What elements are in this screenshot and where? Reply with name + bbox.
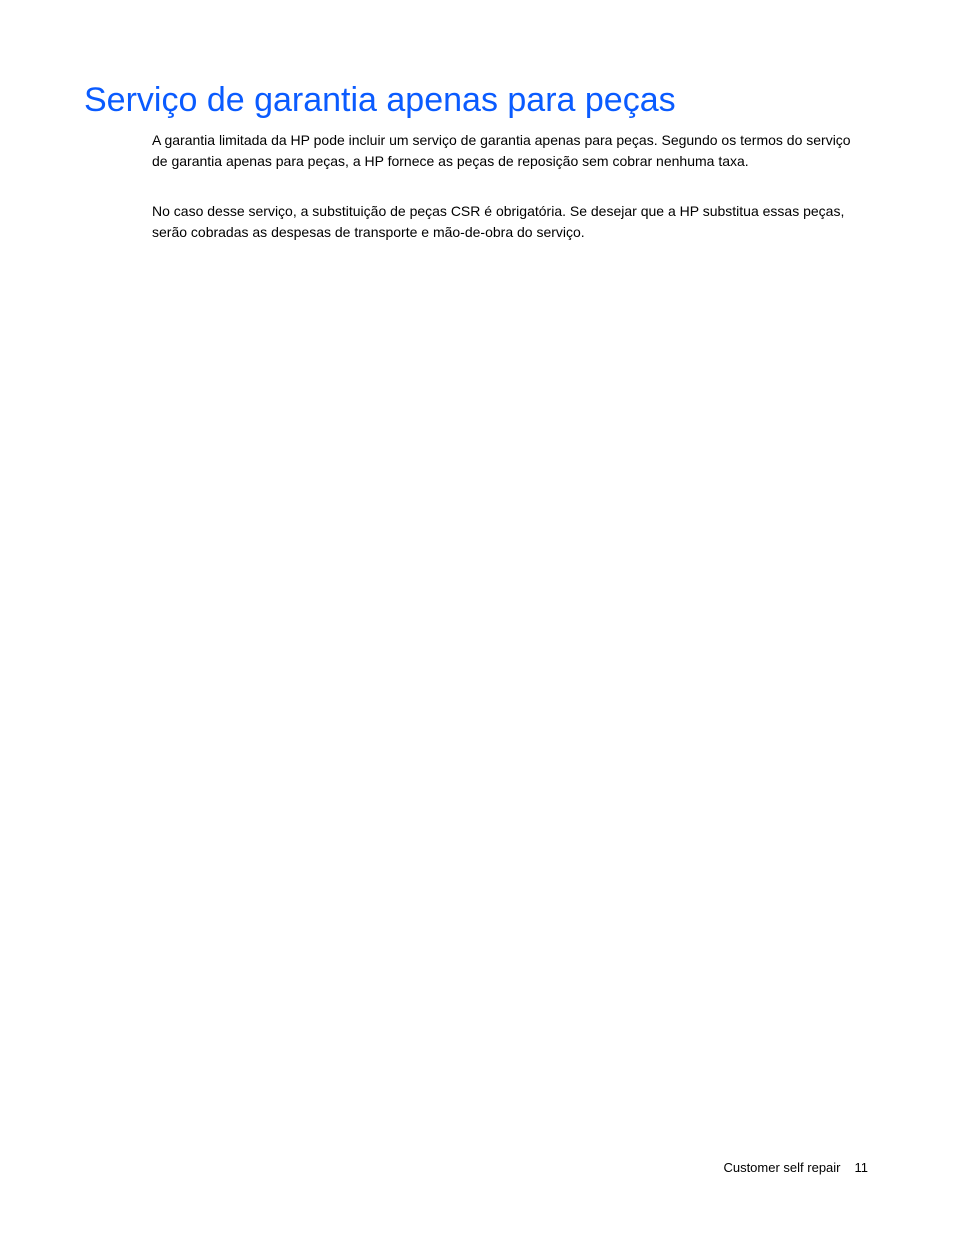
page-number: 11: [854, 1160, 868, 1175]
page-title: Serviço de garantia apenas para peças: [84, 81, 676, 119]
page-footer: [723, 1158, 868, 1178]
footer-section-label: Customer self repair: [723, 1160, 841, 1175]
body-paragraph-parts-warranty: A garantia limitada da HP pode incluir um serviço de garantia apenas para peças. Segundo os termos do serviço de garantia apenas para peças, a HP fornece as peças de reposição sem cobrar nenhuma taxa.: [152, 132, 851, 169]
body-paragraph-csr-replacement: No caso desse serviço, a substituição de peças CSR é obrigatória. Se desejar que a HP substitua essas peças, serão cobradas as despesas de transporte e mão-de-obra do serviço.: [152, 203, 845, 240]
